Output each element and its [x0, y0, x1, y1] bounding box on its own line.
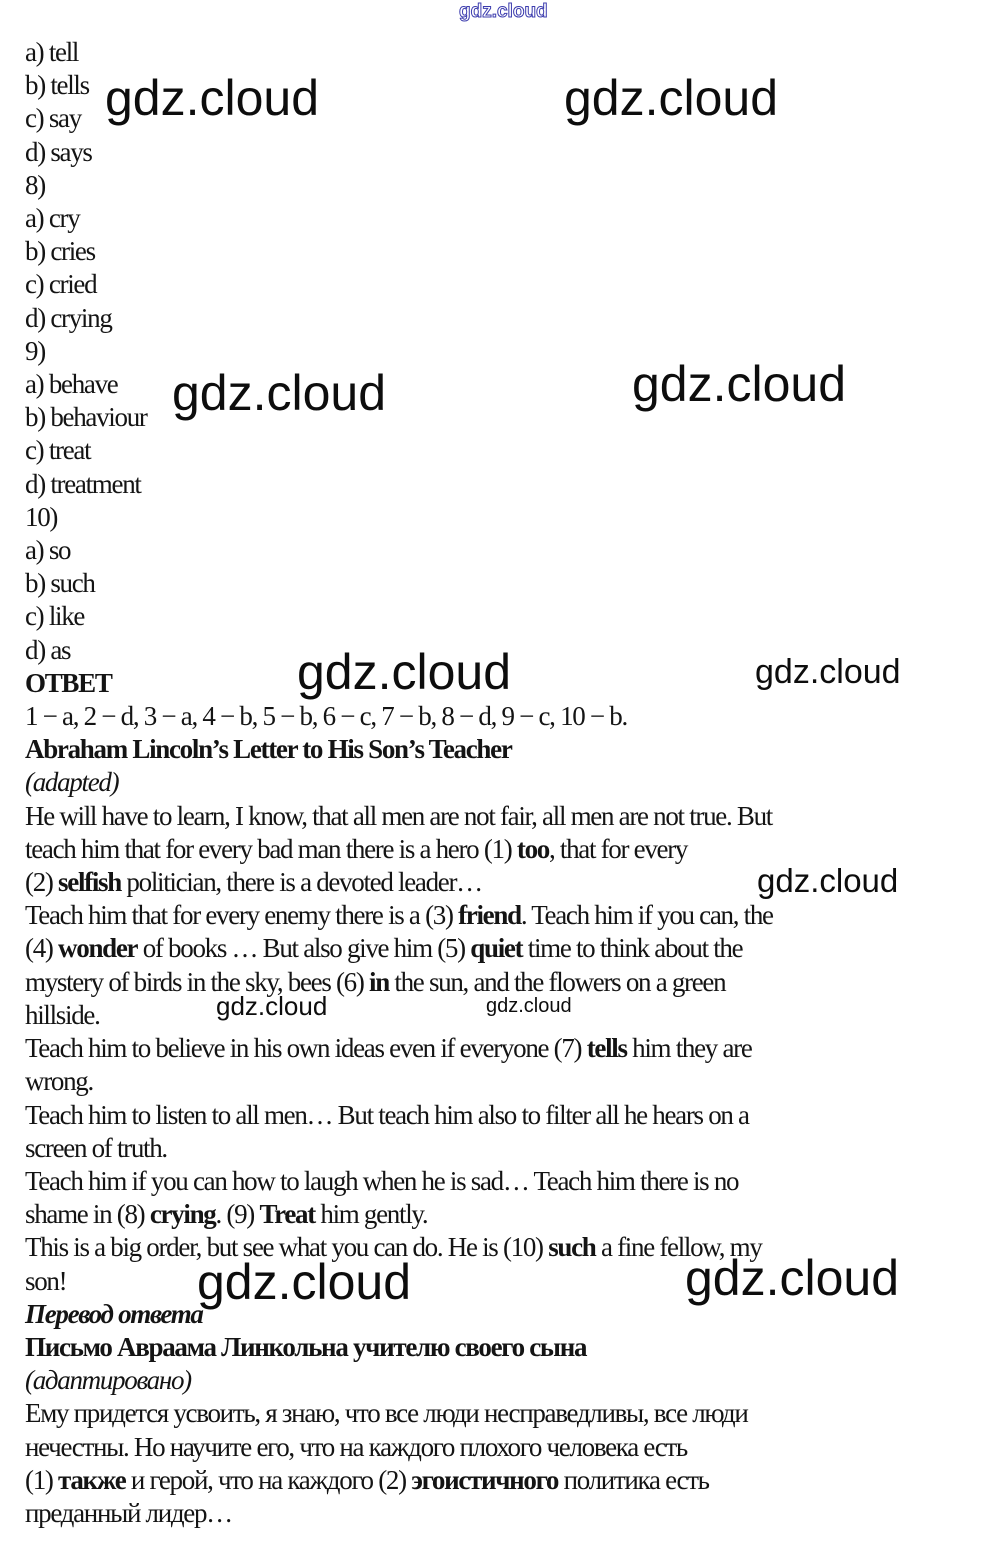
text-run: и герой, что на каждого (2) — [125, 1464, 412, 1495]
text-line — [25, 667, 1000, 700]
text-run: friend — [458, 900, 521, 931]
text-line — [25, 766, 1000, 799]
text-run: d) says — [25, 136, 92, 167]
text-run: a) cry — [25, 203, 80, 234]
text-run: d) as — [25, 634, 71, 665]
watermark-text: gdz.cloud — [105, 70, 320, 126]
text-run: преданный лидер… — [25, 1497, 232, 1528]
text-run: a) behave — [25, 369, 118, 400]
text-line — [25, 1431, 1000, 1464]
text-line — [25, 600, 1000, 633]
watermark-text: gdz.cloud — [197, 1254, 412, 1310]
text-run: Abraham Lincoln’s Letter to His Son’s Teacher — [25, 734, 512, 765]
text-line — [25, 1032, 1000, 1065]
text-line — [25, 1298, 1000, 1331]
text-line — [25, 733, 1000, 766]
text-run: d) crying — [25, 302, 112, 333]
watermark-text: gdz.cloud — [757, 862, 899, 899]
text-line — [25, 534, 1000, 567]
text-line — [25, 833, 1000, 866]
text-run: the sun, and the flowers on a green — [388, 966, 726, 997]
text-run: . Teach him if you can, the — [520, 900, 773, 931]
text-run: too — [516, 833, 549, 864]
text-line — [25, 268, 1000, 301]
text-line — [25, 169, 1000, 202]
text-run: mystery of birds in the sky, bees (6) — [25, 966, 370, 997]
text-line — [25, 966, 1000, 999]
text-run: политика есть — [558, 1464, 709, 1495]
text-run: , that for every — [548, 833, 688, 864]
text-run: wonder — [58, 933, 138, 964]
text-run: selfish — [58, 867, 121, 898]
text-run: 1 − a, 2 − d, 3 − a, 4 − b, 5 − b, 6 − c, 7 − b, 8 − d, 9 − c, 10 − b. — [25, 701, 627, 732]
text-line — [25, 136, 1000, 169]
text-run: a) tell — [25, 37, 79, 67]
text-line — [25, 1065, 1000, 1098]
text-run: a fine fellow, my — [595, 1232, 762, 1263]
text-run: c) say — [25, 103, 81, 134]
text-run: (adapted) — [25, 767, 119, 798]
text-run: Перевод ответа — [25, 1298, 203, 1329]
text-run: quiet — [470, 933, 523, 964]
text-run: teach him that for every bad man there is a hero (1) — [25, 833, 517, 864]
text-run: (1) — [25, 1464, 59, 1495]
text-run: . (9) — [215, 1199, 260, 1230]
text-run: b) tells — [25, 70, 89, 101]
watermark-text: gdz.cloud — [459, 1, 548, 22]
text-run: b) behaviour — [25, 402, 147, 433]
text-run: He will have to learn, I know, that all men are not fair, all men are not true. But — [25, 800, 772, 831]
text-run: a) so — [25, 535, 71, 566]
text-line — [25, 999, 1000, 1032]
text-line — [25, 335, 1000, 368]
text-run: him gently. — [314, 1199, 428, 1230]
text-line — [25, 1397, 1000, 1430]
text-line — [25, 932, 1000, 965]
text-run: Treat — [259, 1199, 315, 1230]
text-run: Teach him that for every enemy there is a (3) — [25, 900, 459, 931]
text-run: wrong. — [25, 1066, 93, 1097]
text-run: Письмо Авраама Линкольна учителю своего сына — [25, 1331, 587, 1362]
text-line — [25, 1464, 1000, 1497]
text-line — [25, 368, 1000, 401]
text-line — [25, 434, 1000, 467]
text-line — [25, 1265, 1000, 1298]
text-run: c) cried — [25, 269, 97, 300]
text-run: shame in (8) — [25, 1199, 150, 1230]
watermark-text: gdz.cloud — [172, 365, 387, 421]
text-run: politician, there is a devoted leader… — [120, 867, 482, 898]
text-run: нечестны. Но научите его, что на каждого плохого человека есть — [25, 1431, 687, 1462]
text-run: также — [58, 1464, 126, 1495]
text-run: crying — [149, 1199, 216, 1230]
text-run: him they are — [626, 1033, 752, 1064]
text-run: ОТВЕТ — [25, 667, 112, 698]
text-line — [25, 700, 1000, 733]
text-run: c) treat — [25, 435, 91, 466]
text-line — [25, 69, 1000, 102]
text-line — [25, 36, 1000, 69]
text-line — [25, 634, 1000, 667]
text-line — [25, 1198, 1000, 1231]
watermark-text: gdz.cloud — [685, 1250, 900, 1306]
watermark-text: gdz.cloud — [564, 70, 779, 126]
text-run: hillside. — [25, 999, 100, 1030]
text-run: Teach him to believe in his own ideas even if everyone (7) — [25, 1033, 587, 1064]
text-line — [25, 567, 1000, 600]
text-run: son! — [25, 1265, 67, 1296]
text-line — [25, 1331, 1000, 1364]
text-run: d) treatment — [25, 468, 141, 499]
text-run: This is a big order, but see what you can do. He is (10) — [25, 1232, 549, 1263]
text-line — [25, 401, 1000, 434]
text-line — [25, 899, 1000, 932]
text-run: c) like — [25, 601, 85, 632]
text-run: (адаптировано) — [25, 1365, 191, 1396]
text-run: Teach him to listen to all men… But teach him also to filter all he hears on a — [25, 1099, 749, 1130]
text-line — [25, 468, 1000, 501]
text-line — [25, 501, 1000, 534]
text-run: time to think about the — [522, 933, 743, 964]
text-run: Teach him if you can how to laugh when he is sad… Teach him there is no — [25, 1165, 739, 1196]
text-run: b) such — [25, 568, 95, 599]
text-line — [25, 1132, 1000, 1165]
text-run: of books … But also give him (5) — [137, 933, 471, 964]
text-run: Ему придется усвоить, я знаю, что все люди несправедливы, все люди — [25, 1398, 748, 1429]
text-run: 8) — [25, 169, 45, 200]
text-run: b) cries — [25, 236, 95, 267]
text-run: (4) — [25, 933, 59, 964]
text-run: 10) — [25, 501, 58, 532]
watermark-text: gdz.cloud — [755, 653, 901, 691]
text-line — [25, 1165, 1000, 1198]
text-line — [25, 302, 1000, 335]
watermark-text: gdz.cloud — [632, 356, 847, 412]
text-run: tells — [586, 1033, 627, 1064]
watermark-text: gdz.cloud — [216, 991, 328, 1021]
text-line — [25, 202, 1000, 235]
text-run: in — [369, 966, 389, 997]
text-column — [25, 36, 1000, 1530]
watermark-text: gdz.cloud — [486, 995, 572, 1017]
text-line — [25, 862, 1000, 899]
text-run: эгоистичного — [411, 1464, 559, 1495]
text-line — [25, 800, 1000, 833]
text-line — [25, 1497, 1000, 1530]
text-line — [25, 102, 1000, 135]
text-run: (2) — [25, 867, 59, 898]
text-line — [25, 1099, 1000, 1132]
watermark-text: gdz.cloud — [297, 644, 512, 700]
text-line — [25, 1231, 1000, 1264]
text-run: such — [548, 1232, 596, 1263]
text-run: screen of truth. — [25, 1132, 167, 1163]
text-line — [25, 235, 1000, 268]
text-run: 9) — [25, 335, 45, 366]
text-line — [25, 1364, 1000, 1397]
